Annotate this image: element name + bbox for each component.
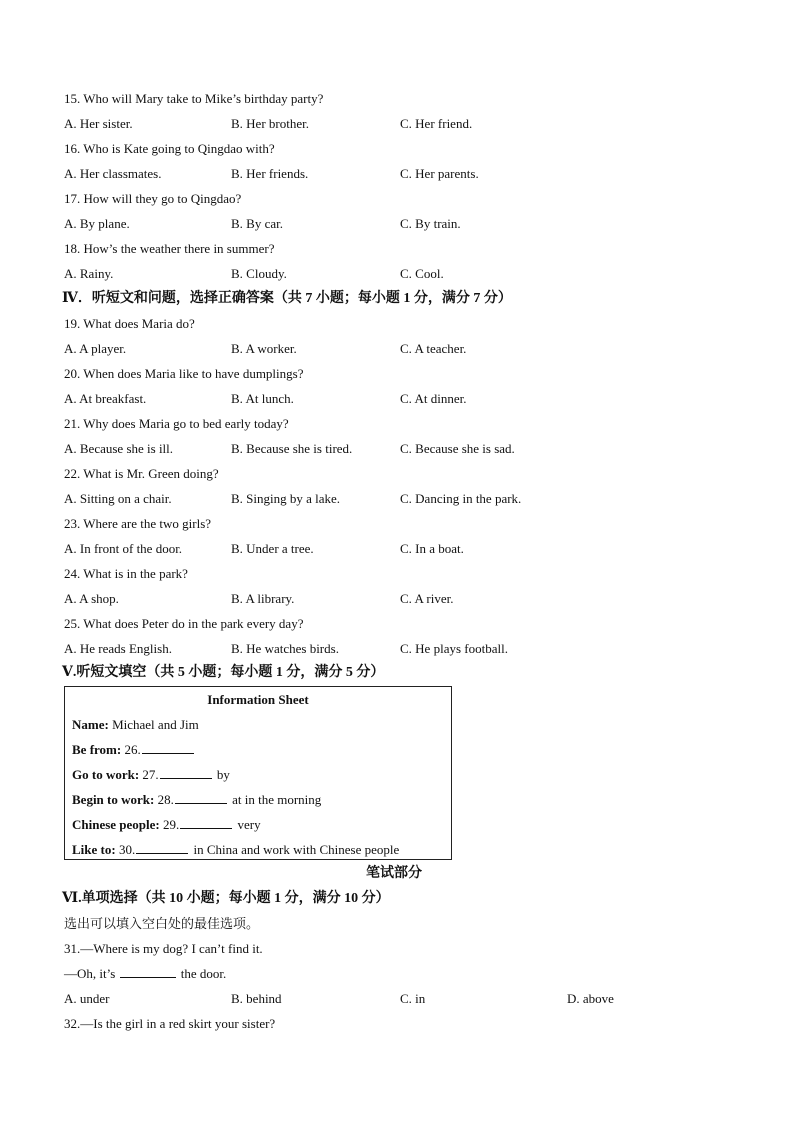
question-23-options — [64, 540, 704, 558]
question-20-stem: 20. When does Maria like to have dumplings? — [64, 366, 304, 381]
option-a: A. A player. — [64, 341, 127, 356]
option-a: A. Because she is ill. — [64, 441, 174, 456]
question-31-options — [64, 990, 704, 1008]
option-b: B. A worker. — [231, 341, 297, 356]
option-a: A. under — [64, 991, 110, 1006]
blank-28[interactable] — [175, 791, 227, 804]
question-21-stem: 21. Why does Maria go to bed early today? — [64, 416, 289, 431]
info-work-row — [72, 766, 230, 784]
option-b: B. By car. — [231, 216, 283, 231]
info-name-label: Name: — [72, 717, 109, 732]
option-c: C. A river. — [400, 591, 454, 606]
question-22-stem: 22. What is Mr. Green doing? — [64, 466, 219, 481]
question-17-stem: 17. How will they go to Qingdao? — [64, 191, 242, 206]
option-c: C. By train. — [400, 216, 461, 231]
info-work-after: by — [216, 767, 230, 782]
question-31-line-2 — [64, 965, 226, 983]
option-a: A. Her sister. — [64, 116, 133, 131]
option-a: A. Rainy. — [64, 266, 114, 281]
info-begin-row — [72, 791, 321, 809]
blank-30-number: 30. — [118, 842, 136, 857]
option-d: D. above — [567, 991, 614, 1006]
information-sheet — [64, 686, 452, 860]
option-a: A. In front of the door. — [64, 541, 183, 556]
option-c: C. Her friend. — [400, 116, 473, 131]
option-b: B. Cloudy. — [231, 266, 287, 281]
info-name-row — [72, 716, 199, 734]
info-like-label: Like to: — [72, 842, 116, 857]
blank-27-number: 27. — [142, 767, 159, 782]
section-4-heading: Ⅳ．听短文和问题，选择正确答案（共 7 小题；每小题 1 分，满分 7 分） — [62, 291, 512, 306]
section-6-instruction: 选出可以填入空白处的最佳选项。 — [64, 916, 260, 931]
info-chinese-after: very — [237, 817, 261, 832]
option-c: C. Because she is sad. — [400, 441, 515, 456]
option-c: C. At dinner. — [400, 391, 467, 406]
option-b: B. Singing by a lake. — [231, 491, 341, 506]
question-16-stem: 16. Who is Kate going to Qingdao with? — [64, 141, 275, 156]
info-like-after: in China and work with Chinese people — [193, 842, 400, 857]
info-chinese-row — [72, 816, 261, 834]
option-c: C. in — [400, 991, 426, 1006]
blank-29[interactable] — [180, 816, 232, 829]
question-16-options — [64, 165, 704, 183]
option-b: B. Under a tree. — [231, 541, 314, 556]
info-name-value: Michael and Jim — [112, 717, 199, 732]
option-a: A. At breakfast. — [64, 391, 147, 406]
question-25-stem: 25. What does Peter do in the park every day? — [64, 616, 304, 631]
option-b: B. Because she is tired. — [231, 441, 353, 456]
question-31-line-1: 31.—Where is my dog? I can’t find it. — [64, 941, 263, 956]
info-begin-after: at in the morning — [232, 792, 322, 807]
question-32-line-1: 32.—Is the girl in a red skirt your sister? — [64, 1016, 276, 1031]
question-24-options — [64, 590, 704, 608]
option-c: C. A teacher. — [400, 341, 467, 356]
blank-27[interactable] — [160, 766, 212, 779]
option-b: B. Her friends. — [231, 166, 309, 181]
option-b: B. Her brother. — [231, 116, 309, 131]
question-19-options — [64, 340, 704, 358]
option-c: C. Cool. — [400, 266, 444, 281]
option-c: C. He plays football. — [400, 641, 508, 656]
question-15-stem: 15. Who will Mary take to Mike’s birthday party? — [64, 91, 324, 106]
option-b: B. At lunch. — [231, 391, 294, 406]
question-19-stem: 19. What does Maria do? — [64, 316, 195, 331]
option-c: C. Her parents. — [400, 166, 479, 181]
info-from-label: Be from: — [72, 742, 122, 757]
option-c: C. In a boat. — [400, 541, 464, 556]
option-b: B. A library. — [231, 591, 295, 606]
option-a: A. Sitting on a chair. — [64, 491, 172, 506]
question-18-options — [64, 265, 704, 283]
blank-28-number: 28. — [157, 792, 174, 807]
blank-29-number: 29. — [163, 817, 180, 832]
section-5-heading: Ⅴ.听短文填空（共 5 小题；每小题 1 分，满分 5 分） — [62, 665, 385, 680]
written-part-heading: 笔试部分 — [366, 866, 422, 881]
question-17-options — [64, 215, 704, 233]
section-6-heading: Ⅵ.单项选择（共 10 小题；每小题 1 分，满分 10 分） — [62, 891, 390, 906]
question-22-options — [64, 490, 704, 508]
question-23-stem: 23. Where are the two girls? — [64, 516, 212, 531]
info-work-label: Go to work: — [72, 767, 140, 782]
question-21-options — [64, 440, 704, 458]
option-a: A. A shop. — [64, 591, 119, 606]
option-a: A. Her classmates. — [64, 166, 162, 181]
question-25-options — [64, 640, 704, 658]
question-18-stem: 18. How’s the weather there in summer? — [64, 241, 275, 256]
info-like-row — [72, 841, 399, 859]
option-a: A. By plane. — [64, 216, 130, 231]
option-b: B. behind — [231, 991, 282, 1006]
information-sheet-title: Information Sheet — [207, 692, 309, 707]
info-begin-label: Begin to work: — [72, 792, 155, 807]
blank-26[interactable] — [142, 741, 194, 754]
info-from-row — [72, 741, 196, 759]
option-b: B. He watches birds. — [231, 641, 339, 656]
question-31-before-blank: —Oh, it’s — [64, 966, 116, 981]
question-31-blank[interactable] — [120, 965, 176, 978]
option-a: A. He reads English. — [64, 641, 172, 656]
question-31-after-blank: the door. — [180, 966, 227, 981]
info-chinese-label: Chinese people: — [72, 817, 160, 832]
question-15-options — [64, 115, 704, 133]
question-24-stem: 24. What is in the park? — [64, 566, 188, 581]
blank-30[interactable] — [136, 841, 188, 854]
blank-26-number: 26. — [124, 742, 141, 757]
question-20-options — [64, 390, 704, 408]
option-c: C. Dancing in the park. — [400, 491, 522, 506]
